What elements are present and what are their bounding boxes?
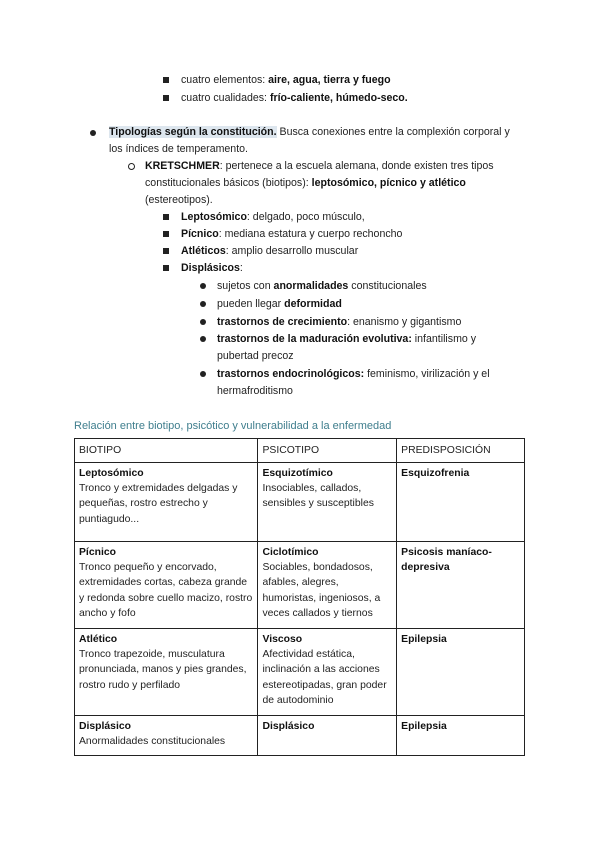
header-psicotipo: PSICOTIPO [258, 439, 397, 463]
round-bullet-icon [200, 283, 206, 289]
kretschmer-line2 [145, 175, 466, 192]
cell-title: Displásico [262, 721, 315, 732]
item-text: : enanismo y gigantismo [347, 316, 462, 328]
cell-title: Ciclotímico [262, 547, 319, 558]
displasico-item-1 [217, 278, 427, 295]
item-bold-text: trastornos endocrinológicos: [217, 368, 365, 380]
psicotipo-cell [258, 716, 397, 756]
cell-desc: Anormalidades constitucionales [79, 736, 226, 748]
list-item-cualidades [181, 90, 408, 107]
displasico-item-3 [217, 314, 461, 331]
round-bullet-icon [200, 301, 206, 307]
header-biotipo: BIOTIPO [75, 439, 258, 463]
kretschmer-name: KRETSCHMER [145, 160, 220, 172]
cell-title: Displásico [79, 721, 131, 732]
cell-desc: Tronco trapezoide, musculatura pronunciada, manos y pies grandes, rostro rudo y perfilado [79, 649, 247, 691]
cell-title: Viscoso [262, 634, 303, 645]
table-row [75, 463, 525, 542]
kretschmer-line3: (estereotipos). [145, 194, 213, 206]
square-bullet-icon [163, 95, 169, 101]
cell-desc: Sociables, bondadosos, afables, alegres, humoristas, ingeniosos, a veces callados y tiernos [262, 562, 381, 619]
item-text: constitucionales [348, 280, 427, 292]
square-bullet-icon [163, 265, 169, 271]
type-displasicos [181, 260, 243, 277]
type-desc: : mediana estatura y cuerpo rechoncho [218, 228, 403, 240]
item-text: feminismo, virilización y el [364, 368, 490, 380]
item-text: sujetos con [217, 280, 274, 292]
list-item-elementos [181, 72, 391, 89]
item-bold-text: aire, agua, tierra y fuego [268, 74, 391, 86]
biotipo-cell [75, 542, 258, 629]
paragraph-text: Busca conexiones entre la complexión corporal y [276, 126, 510, 138]
table-row [75, 542, 525, 629]
tipologias-line1 [109, 124, 510, 141]
item-text: infantilismo y [411, 333, 477, 345]
cell-title: Epilepsia [401, 721, 447, 732]
highlighted-title: Tipologías según la constitución. [109, 126, 277, 138]
type-picnico [181, 226, 402, 243]
type-desc: : delgado, poco músculo, [246, 211, 365, 223]
predisposicion-cell [397, 463, 525, 542]
round-bullet-icon [200, 371, 206, 377]
paragraph-text: : pertenece a la escuela alemana, donde existen tres tipos [219, 160, 494, 172]
cell-title: Pícnico [79, 547, 116, 558]
item-bold-text: deformidad [284, 298, 342, 310]
square-bullet-icon [163, 77, 169, 83]
predisposicion-cell [397, 542, 525, 629]
cell-title: Atlético [79, 634, 118, 645]
item-bold-text: frío-caliente, húmedo-seco. [269, 92, 408, 104]
type-name: Pícnico [181, 228, 219, 240]
psicotipo-cell [258, 542, 397, 629]
hollow-bullet-icon [128, 163, 135, 170]
cell-title: Psicosis maníaco-depresiva [401, 547, 492, 574]
square-bullet-icon [163, 231, 169, 237]
cell-desc: Afectividad estática, inclinación a las acciones estereotipadas, gran poder de autodominio [262, 649, 387, 706]
item-bold-text: trastornos de la maduración evolutiva: [217, 333, 412, 345]
kretschmer-line1 [145, 158, 494, 175]
item-bold-text: trastornos de crecimiento [217, 316, 348, 328]
item-text: pueden llegar [217, 298, 285, 310]
table-row [75, 716, 525, 756]
psicotipo-cell [258, 463, 397, 542]
cell-title: Esquizotímico [262, 468, 333, 479]
displasico-item-5 [217, 366, 490, 383]
square-bullet-icon [163, 214, 169, 220]
biotipos-bold: leptosómico, pícnico y atlético [311, 177, 466, 189]
item-text: cuatro elementos: [181, 74, 269, 86]
biotipo-table [74, 438, 525, 756]
table-heading: Relación entre biotipo, psicótico y vulnerabilidad a la enfermedad [74, 420, 392, 432]
header-predisposicion: PREDISPOSICIÓN [397, 439, 525, 463]
cell-title: Leptosómico [79, 468, 144, 479]
table-header-row [75, 439, 525, 463]
type-leptosomico [181, 209, 365, 226]
biotipo-cell [75, 629, 258, 716]
biotipo-cell [75, 716, 258, 756]
type-desc: : [239, 262, 243, 274]
round-bullet-icon [90, 130, 96, 136]
displasico-item-4-line2: pubertad precoz [217, 350, 294, 362]
displasico-item-5-line2: hermafroditismo [217, 385, 293, 397]
item-bold-text: anormalidades [273, 280, 349, 292]
cell-title: Esquizofrenia [401, 468, 470, 479]
type-name: Atléticos [181, 245, 226, 257]
tipologias-line2: los índices de temperamento. [109, 143, 248, 155]
type-name: Displásicos [181, 262, 240, 274]
predisposicion-cell [397, 716, 525, 756]
square-bullet-icon [163, 248, 169, 254]
psicotipo-cell [258, 629, 397, 716]
displasico-item-4 [217, 331, 476, 348]
type-atleticos [181, 243, 358, 260]
table-row [75, 629, 525, 716]
cell-desc: Tronco pequeño y encorvado, extremidades cortas, cabeza grande y redonda sobre cuello macizo, rostro ancho y fofo [79, 562, 253, 619]
cell-title: Epilepsia [401, 634, 447, 645]
cell-desc: Insociables, callados, sensibles y susceptibles [262, 483, 374, 510]
type-desc: : amplio desarrollo muscular [225, 245, 359, 257]
round-bullet-icon [200, 319, 206, 325]
cell-desc: Tronco y extremidades delgadas y pequeñas, rostro estrecho y puntiagudo... [79, 483, 238, 525]
item-text: cuatro cualidades: [181, 92, 270, 104]
type-name: Leptosómico [181, 211, 247, 223]
displasico-item-2 [217, 296, 342, 313]
round-bullet-icon [200, 336, 206, 342]
biotipo-cell [75, 463, 258, 542]
predisposicion-cell [397, 629, 525, 716]
paragraph-text: constitucionales básicos (biotipos): [145, 177, 312, 189]
